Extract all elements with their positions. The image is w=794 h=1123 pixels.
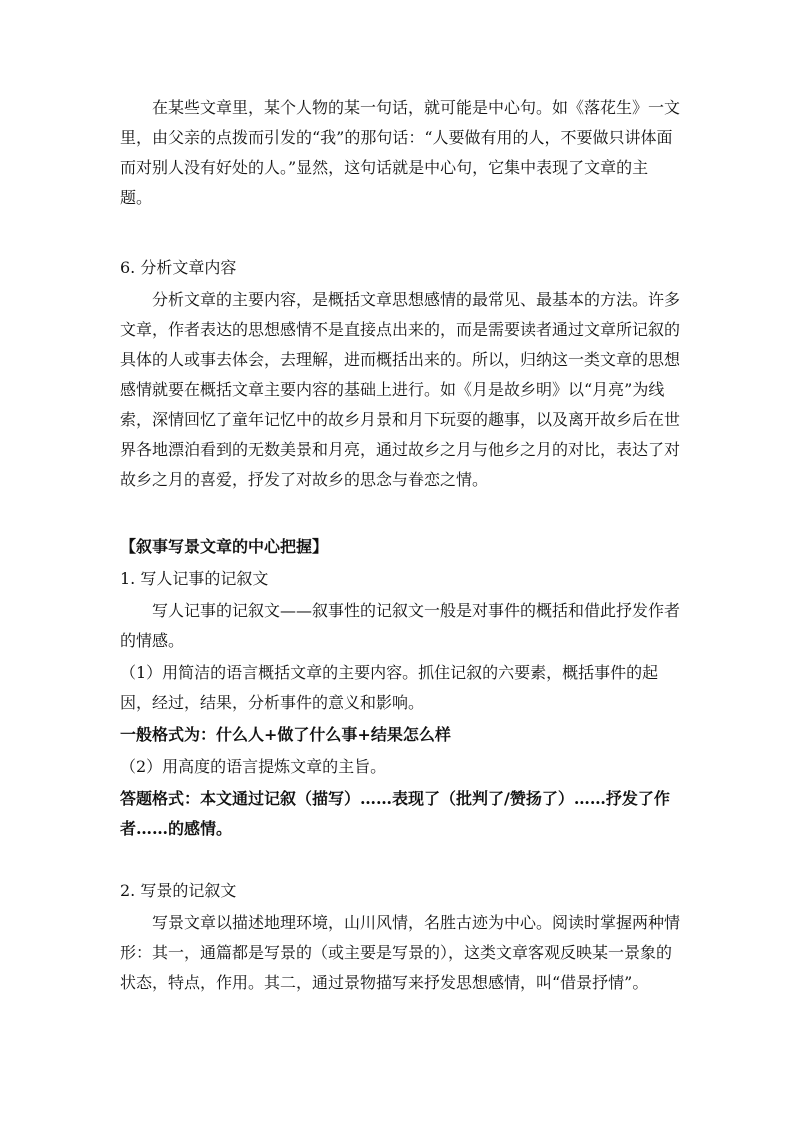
- narrative-section-title: 【叙事写景文章的中心把握】: [120, 537, 329, 556]
- subsection-2-heading: 2. 写景的记叙文: [120, 881, 237, 900]
- subsection-1-point-1: （1）用简洁的语言概括文章的主要内容。抓住记叙的六要素，概括事件的起因，经过，结果，分析事件的意义和影响。: [120, 663, 659, 712]
- section-6-paragraph: 分析文章的主要内容，是概括文章思想感情的最常见、最基本的方法。许多文章，作者表达的思想感情不是直接点出来的，而是需要读者通过文章所记叙的具体的人或事去体会，去理解，进而概括出来的。所以，归纳这一类文章的思想感情就要在概括文章主要内容的基础上进行。如《月是故乡明》以“月亮”为线索，深情回忆了童年记忆中的故乡月景和月下玩耍的趣事，以及离开故乡后在世界各地漂泊看到的无数美景和月亮，通过故乡之月与他乡之月的对比，表达了对故乡之月的喜爱，抒发了对故乡的思念与眷恋之情。: [120, 290, 681, 489]
- subsection-1-point-2: （2）用高度的语言提炼文章的主旨。: [120, 757, 387, 776]
- section-6-heading: 6. 分析文章内容: [120, 258, 237, 277]
- intro-paragraph: 在某些文章里，某个人物的某一句话，就可能是中心句。如《落花生》一文里，由父亲的点拨而引发的“我”的那句话：“人要做有用的人，不要做只讲体面而对别人没有好处的人。”显然，这句话就是中心句，它集中表现了文章的主题。: [120, 98, 681, 207]
- subsection-1-paragraph: 写人记事的记叙文——叙事性的记叙文一般是对事件的概括和借此抒发作者的情感。: [120, 601, 681, 650]
- subsection-2-paragraph: 写景文章以描述地理环境，山川风情，名胜古迹为中心。阅读时掌握两种情形：其一，通篇都是写景的（或主要是写景的），这类文章客观反映某一景象的状态，特点，作用。其二，通过景物描写来抒发思想感情，叫“借景抒情”。: [120, 913, 681, 992]
- general-format-line: 一般格式为：什么人+做了什么事+结果怎么样: [120, 725, 451, 744]
- answer-format-paragraph: 答题格式：本文通过记叙（描写）……表现了（批判了/赞扬了）……抒发了作者……的感情。: [120, 789, 670, 838]
- subsection-1-heading: 1. 写人记事的记叙文: [120, 569, 269, 588]
